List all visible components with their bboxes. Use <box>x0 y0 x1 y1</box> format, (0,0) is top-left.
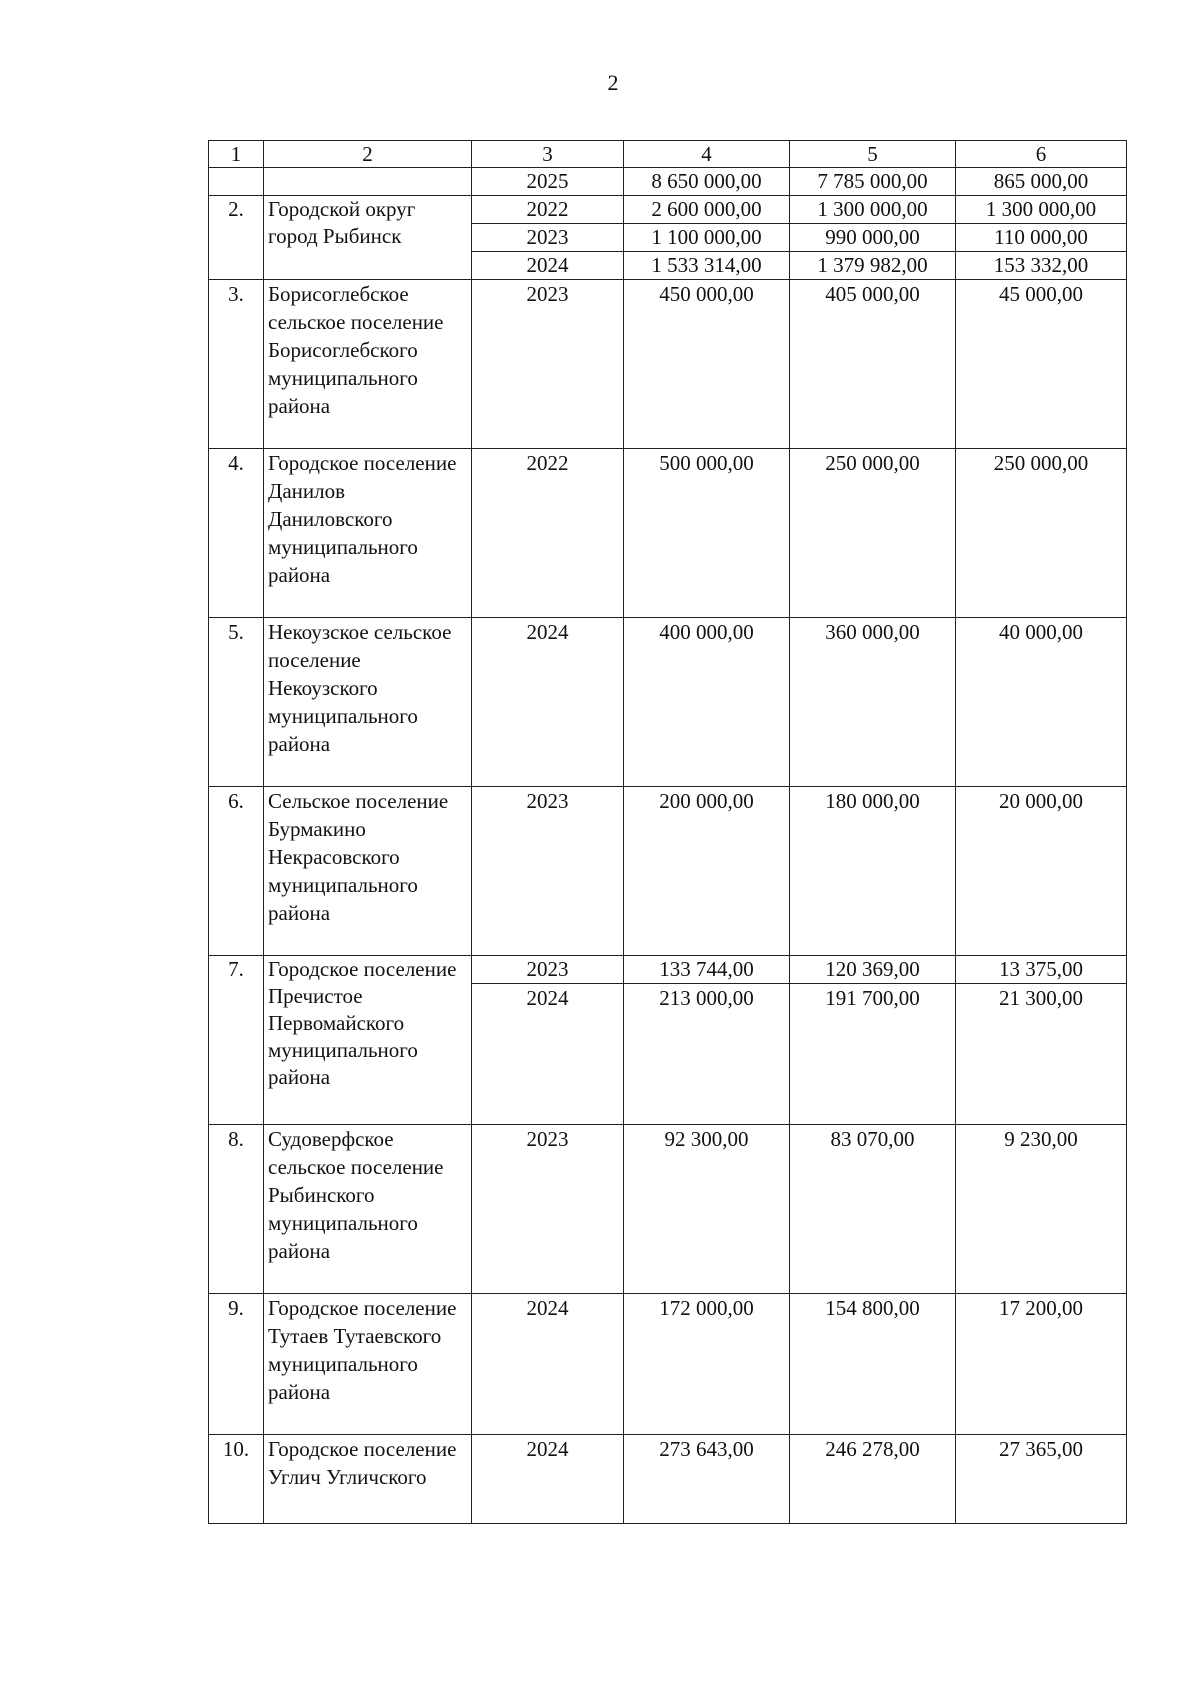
row-value-col5: 154 800,00 <box>790 1294 956 1435</box>
row-year: 2022 <box>472 196 624 224</box>
row-value-col6: 153 332,00 <box>956 252 1127 280</box>
row-number: 2. <box>209 196 264 280</box>
row-value-col6: 9 230,00 <box>956 1125 1127 1294</box>
row-name: Городской округ город Рыбинск <box>264 196 472 280</box>
row-year: 2024 <box>472 984 624 1125</box>
row-number: 4. <box>209 449 264 618</box>
row-value-col5: 360 000,00 <box>790 618 956 787</box>
row-year: 2024 <box>472 1294 624 1435</box>
table-header-row <box>209 141 1127 168</box>
row-value-total: 1 100 000,00 <box>624 224 790 252</box>
row-value-total: 450 000,00 <box>624 280 790 449</box>
page-number: 2 <box>607 70 619 95</box>
column-header: 4 <box>624 141 790 168</box>
row-number: 3. <box>209 280 264 449</box>
row-value-col5: 180 000,00 <box>790 787 956 956</box>
row-value-col5: 1 379 982,00 <box>790 252 956 280</box>
row-value-total: 2 600 000,00 <box>624 196 790 224</box>
table-row <box>209 787 1127 956</box>
row-value-col6: 40 000,00 <box>956 618 1127 787</box>
row-name: Городское поселение Углич Угличского <box>264 1435 472 1524</box>
table-row <box>209 618 1127 787</box>
row-number: 9. <box>209 1294 264 1435</box>
row-name: Городское поселение Тутаев Тутаевского муниципального района <box>264 1294 472 1435</box>
row-value-total: 8 650 000,00 <box>624 168 790 196</box>
row-value-col5: 191 700,00 <box>790 984 956 1125</box>
row-value-total: 273 643,00 <box>624 1435 790 1524</box>
row-name <box>264 168 472 196</box>
row-year: 2023 <box>472 787 624 956</box>
table-row <box>209 449 1127 618</box>
table-row-carryover <box>209 168 1127 196</box>
row-number: 8. <box>209 1125 264 1294</box>
row-value-col6: 865 000,00 <box>956 168 1127 196</box>
row-name: Городское поселение Данилов Даниловского муниципального района <box>264 449 472 618</box>
row-name: Некоузское сельское поселение Некоузского муниципального района <box>264 618 472 787</box>
row-value-total: 133 744,00 <box>624 956 790 984</box>
table-row <box>209 1294 1127 1435</box>
row-value-col5: 7 785 000,00 <box>790 168 956 196</box>
funding-table <box>208 140 1127 1524</box>
row-value-total: 213 000,00 <box>624 984 790 1125</box>
row-value-col6: 45 000,00 <box>956 280 1127 449</box>
row-year: 2024 <box>472 252 624 280</box>
row-value-col6: 13 375,00 <box>956 956 1127 984</box>
row-year: 2024 <box>472 1435 624 1524</box>
row-value-total: 500 000,00 <box>624 449 790 618</box>
table-row <box>209 1125 1127 1294</box>
row-value-col6: 110 000,00 <box>956 224 1127 252</box>
row-value-col6: 20 000,00 <box>956 787 1127 956</box>
row-year: 2023 <box>472 956 624 984</box>
row-number: 10. <box>209 1435 264 1524</box>
row-value-total: 400 000,00 <box>624 618 790 787</box>
row-name: Борисоглебское сельское поселение Борисоглебского муниципального района <box>264 280 472 449</box>
row-value-col5: 1 300 000,00 <box>790 196 956 224</box>
row-value-col5: 405 000,00 <box>790 280 956 449</box>
row-value-col6: 27 365,00 <box>956 1435 1127 1524</box>
row-value-col6: 1 300 000,00 <box>956 196 1127 224</box>
row-number: 5. <box>209 618 264 787</box>
row-name: Городское поселение Пречистое Первомайского муниципального района <box>264 956 472 1125</box>
row-number: 7. <box>209 956 264 1125</box>
row-value-col6: 250 000,00 <box>956 449 1127 618</box>
row-year: 2024 <box>472 618 624 787</box>
row-year: 2023 <box>472 224 624 252</box>
table-row <box>209 1435 1127 1524</box>
row-year: 2023 <box>472 280 624 449</box>
column-header: 6 <box>956 141 1127 168</box>
row-value-total: 172 000,00 <box>624 1294 790 1435</box>
row-value-col5: 120 369,00 <box>790 956 956 984</box>
row-number: 6. <box>209 787 264 956</box>
column-header: 2 <box>264 141 472 168</box>
column-header: 5 <box>790 141 956 168</box>
row-name: Сельское поселение Бурмакино Некрасовского муниципального района <box>264 787 472 956</box>
row-value-col5: 250 000,00 <box>790 449 956 618</box>
row-value-col5: 83 070,00 <box>790 1125 956 1294</box>
row-value-col6: 17 200,00 <box>956 1294 1127 1435</box>
row-number <box>209 168 264 196</box>
row-value-total: 92 300,00 <box>624 1125 790 1294</box>
row-name: Судоверфское сельское поселение Рыбинского муниципального района <box>264 1125 472 1294</box>
column-header: 3 <box>472 141 624 168</box>
row-value-col5: 990 000,00 <box>790 224 956 252</box>
table-row <box>209 196 1127 224</box>
row-year: 2023 <box>472 1125 624 1294</box>
row-value-total: 1 533 314,00 <box>624 252 790 280</box>
row-value-total: 200 000,00 <box>624 787 790 956</box>
row-value-col5: 246 278,00 <box>790 1435 956 1524</box>
row-value-col6: 21 300,00 <box>956 984 1127 1125</box>
row-year: 2022 <box>472 449 624 618</box>
column-header: 1 <box>209 141 264 168</box>
table-row <box>209 280 1127 449</box>
row-year: 2025 <box>472 168 624 196</box>
table-row <box>209 956 1127 984</box>
